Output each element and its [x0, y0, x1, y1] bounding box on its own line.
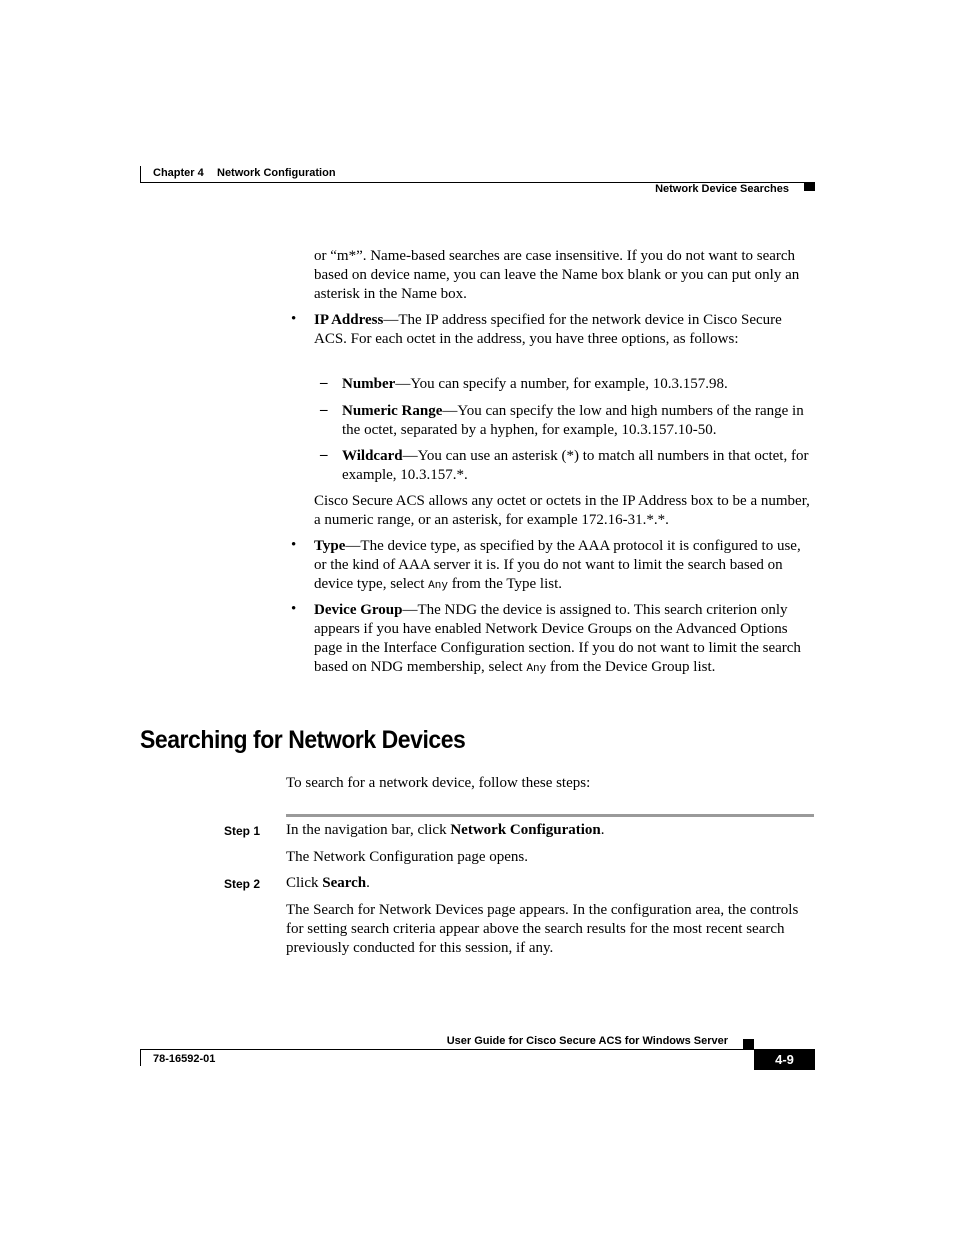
bullet-icon: • — [291, 311, 297, 327]
header-square-marker — [804, 182, 815, 191]
device-group-item — [314, 601, 814, 679]
header-left-tick — [140, 166, 141, 183]
ip-address-item — [314, 311, 814, 349]
ip-option-wildcard — [342, 447, 814, 485]
step-2-result: The Search for Network Devices page appears. In the configuration area, the controls for setting search criteria appear above the search results for the most recent search previously conducted for this session, if any. — [286, 902, 799, 956]
step-2-instruction — [286, 874, 814, 893]
device-group-term: Device Group — [314, 602, 403, 618]
ip-option-numeric-range — [342, 402, 814, 440]
step-text-end: . — [366, 875, 370, 891]
step-label: Step 2 — [224, 877, 261, 891]
step-label: Step 1 — [224, 824, 261, 838]
ip-option-desc: —You can use an asterisk (*) to match all numbers in that octet, for example, 10.3.157.*. — [342, 448, 809, 483]
dash-icon: – — [320, 402, 328, 418]
ip-option-term: Numeric Range — [342, 403, 443, 419]
footer-square-marker — [743, 1039, 754, 1049]
footer-left-tick — [140, 1049, 141, 1066]
ip-option-desc: —You can specify a number, for example, 10.3.157.98. — [395, 376, 728, 392]
ip-address-note: Cisco Secure ACS allows any octet or octets in the IP Address box to be a number, a numeric range, or an asterisk, for example 172.16-31.*.*. — [314, 493, 810, 528]
page-number: 4-9 — [775, 1052, 794, 1067]
section-heading: Searching for Network Devices — [140, 726, 466, 754]
step-text: In the navigation bar, click — [286, 822, 451, 838]
step-ui-term: Network Configuration — [450, 822, 601, 838]
ip-option-term: Number — [342, 376, 396, 392]
type-any-code: Any — [428, 580, 448, 592]
ip-address-desc: —The IP address specified for the network device in Cisco Secure ACS. For each octet in the address, you have three options, as follows: — [314, 312, 782, 347]
footer-guide-title: User Guide for Cisco Secure ACS for Windows Server — [446, 1035, 728, 1047]
step-text: Click — [286, 875, 323, 891]
device-group-desc: —The NDG the device is assigned to. This search criterion only appears if you have enabled Network Device Groups on the Advanced Options page in the Interface Configuration section. If you do not want to limit the search based on NDG membership, select — [314, 602, 801, 675]
type-term: Type — [314, 538, 346, 554]
bullet-icon: • — [291, 601, 297, 617]
step-1-result: The Network Configuration page opens. — [286, 849, 529, 865]
header-chapter-title: Network Configuration — [217, 167, 336, 179]
dash-icon: – — [320, 447, 328, 463]
step-ui-term: Search — [322, 875, 367, 891]
step-1-instruction — [286, 821, 814, 840]
footer-rule — [140, 1049, 815, 1050]
section-intro: To search for a network device, follow these steps: — [286, 775, 591, 791]
header-section-title: Network Device Searches — [655, 183, 789, 195]
dash-icon: – — [320, 375, 328, 391]
ip-option-number — [342, 375, 814, 394]
type-desc-end: from the Type list. — [447, 576, 563, 592]
footer-doc-number: 78-16592-01 — [153, 1053, 216, 1065]
page-number-box — [754, 1049, 815, 1070]
bullet-icon: • — [291, 537, 297, 553]
steps-rule — [286, 814, 814, 817]
ip-address-term: IP Address — [314, 312, 384, 328]
name-search-continuation: or “m*”. Name-based searches are case insensitive. If you do not want to search based on device name, you can leave the Name box blank or you can put only an asterisk in the Name box. — [314, 248, 800, 302]
type-item — [314, 537, 814, 596]
header-chapter: Chapter 4 — [153, 167, 204, 179]
ip-option-desc: —You can specify the low and high numbers of the range in the octet, separated by a hyphen, for example, 10.3.157.10-50. — [342, 403, 804, 438]
ip-option-term: Wildcard — [342, 448, 403, 464]
device-group-any-code: Any — [526, 663, 547, 675]
step-text-end: . — [600, 822, 605, 838]
device-group-desc-end: from the Device Group list. — [546, 659, 716, 675]
type-desc: —The device type, as specified by the AAA protocol it is configured to use, or the kind of AAA server it is. If you do not want to limit the search based on device type, select — [314, 538, 801, 592]
